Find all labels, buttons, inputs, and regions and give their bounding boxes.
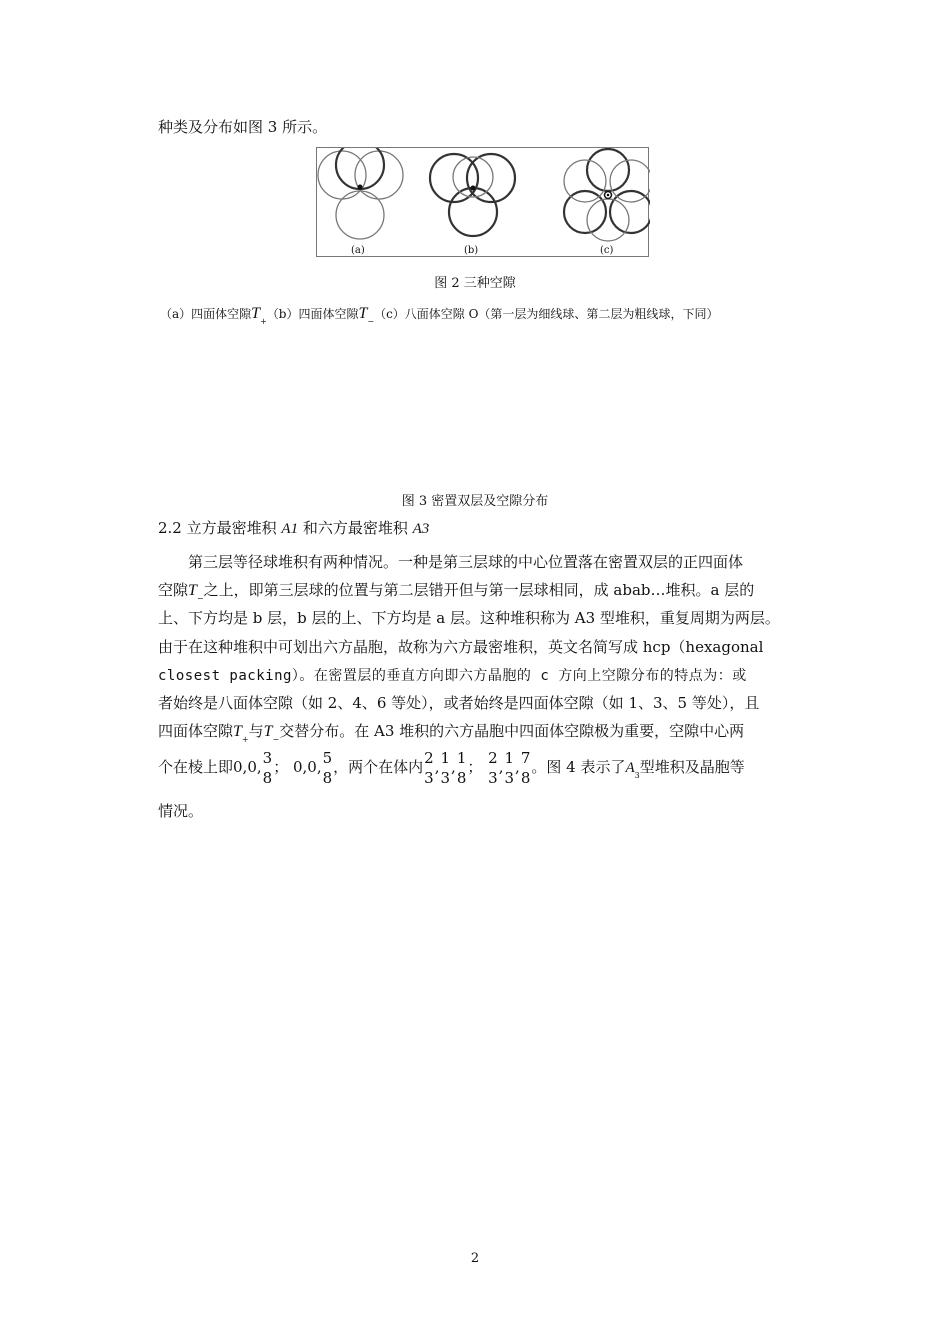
line2-start: 空隙 xyxy=(158,581,189,599)
fraction-2-3: 2 3 xyxy=(424,749,434,787)
a-subscript: 3 xyxy=(634,771,640,780)
line7-end: 交替分布。在 A3 堆积的六方晶胞中四面体空隙极为重要，空隙中心两 xyxy=(279,722,745,740)
line8-mid: ，两个在体内 xyxy=(333,758,424,776)
a3-symbol: A3 xyxy=(412,521,430,537)
t-symbol: T xyxy=(251,305,261,322)
para-line-5: closest packing）。在密置层的垂直方向即六方晶胞的 c 方向上空隙分布的特点为：或 xyxy=(158,668,747,684)
line7-and: 与 xyxy=(248,722,264,740)
line7-start: 四面体空隙 xyxy=(158,722,234,740)
fraction-2-3: 2 3 xyxy=(488,749,498,787)
label-a: (a) xyxy=(351,245,365,256)
t-symbol: T xyxy=(358,305,368,322)
fraction-1-3: 1 3 xyxy=(440,749,451,787)
minus-subscript: − xyxy=(367,317,375,326)
section-heading xyxy=(158,517,429,538)
subcaption-a: （a）四面体空隙 xyxy=(160,307,252,321)
figure-2-caption: 图 2 三种空隙 xyxy=(434,276,516,291)
t-symbol: T xyxy=(263,723,273,740)
figure-2-subcaption xyxy=(160,305,718,326)
line8-fig4: 。图 4 表示了 xyxy=(531,758,626,776)
minus-subscript: − xyxy=(196,594,204,603)
section-mid: 和六方最密堆积 xyxy=(298,519,413,537)
para-line-8: 个在棱上即0,0, 3 8 ； 0,0, 5 8 ，两个在体内 2 3 , 1 3 , 1 8 ； 2 3 , 1 3 , 7 8 。图 4 表示了$A_3$型堆积及晶胞等 xyxy=(158,749,745,787)
plus-subscript: + xyxy=(260,317,267,326)
para-line-3: 上、下方均是 b 层，b 层的上、下方均是 a 层。这种堆积称为 A3 型堆积，重复周期为两层。 xyxy=(158,609,780,627)
plus-subscript: + xyxy=(241,735,249,744)
figure-2-image xyxy=(316,147,649,257)
section-number: 2.2 立方最密堆积 xyxy=(158,519,282,537)
line8-start: 个在棱上即 xyxy=(158,758,234,776)
para-line-2 xyxy=(158,579,754,603)
t-symbol: T xyxy=(188,582,197,599)
t-symbol: T xyxy=(233,723,242,740)
minus-subscript: − xyxy=(272,735,280,744)
subcaption-b: （b）四面体空隙 xyxy=(266,307,359,321)
line8-end: 型堆积及晶胞等 xyxy=(639,758,745,776)
fraction-1-3: 1 3 xyxy=(504,749,515,787)
para-line-9: 情况。 xyxy=(158,802,204,820)
coord-00: 0,0, xyxy=(233,758,262,776)
para-line-4: 由于在这种堆积中可划出六方晶胞，故称为六方最密堆积，英文名简写成 hcp（hexagonal xyxy=(158,638,764,656)
fraction-1-8: 1 8 xyxy=(456,749,467,787)
label-b: (b) xyxy=(464,245,479,256)
line2-end: 之上，即第三层球的位置与第二层错开但与第一层球相同，成 abab…堆积。a 层的 xyxy=(203,581,755,599)
para-line-1: 第三层等径球堆积有两种情况。一种是第三层球的中心位置落在密置双层的正四面体 xyxy=(188,553,744,571)
coord-00: 0,0, xyxy=(292,758,322,776)
fraction-5-8: 5 8 xyxy=(322,749,333,787)
para-line-6: 者始终是八面体空隙（如 2、4、6 等处），或者始终是四面体空隙（如 1、3、5 等处），且 xyxy=(158,694,760,712)
three-voids-diagram xyxy=(317,148,650,258)
intro-text: 种类及分布如图 3 所示。 xyxy=(158,118,328,136)
page-number: 2 xyxy=(470,1251,480,1266)
fraction-3-8: 3 8 xyxy=(262,749,273,787)
para-line-7 xyxy=(158,720,744,744)
figure-3-caption: 图 3 密置双层及空隙分布 xyxy=(401,494,549,509)
a1-symbol: A1 xyxy=(281,521,299,537)
separator: ； xyxy=(273,758,289,776)
label-c: (c) xyxy=(600,245,614,256)
fraction-7-8: 7 8 xyxy=(520,749,531,787)
subcaption-c: （c）八面体空隙 O（第一层为细线球、第二层为粗线球，下同） xyxy=(374,307,719,321)
separator: ； xyxy=(467,758,483,776)
a-symbol: A xyxy=(625,760,635,776)
